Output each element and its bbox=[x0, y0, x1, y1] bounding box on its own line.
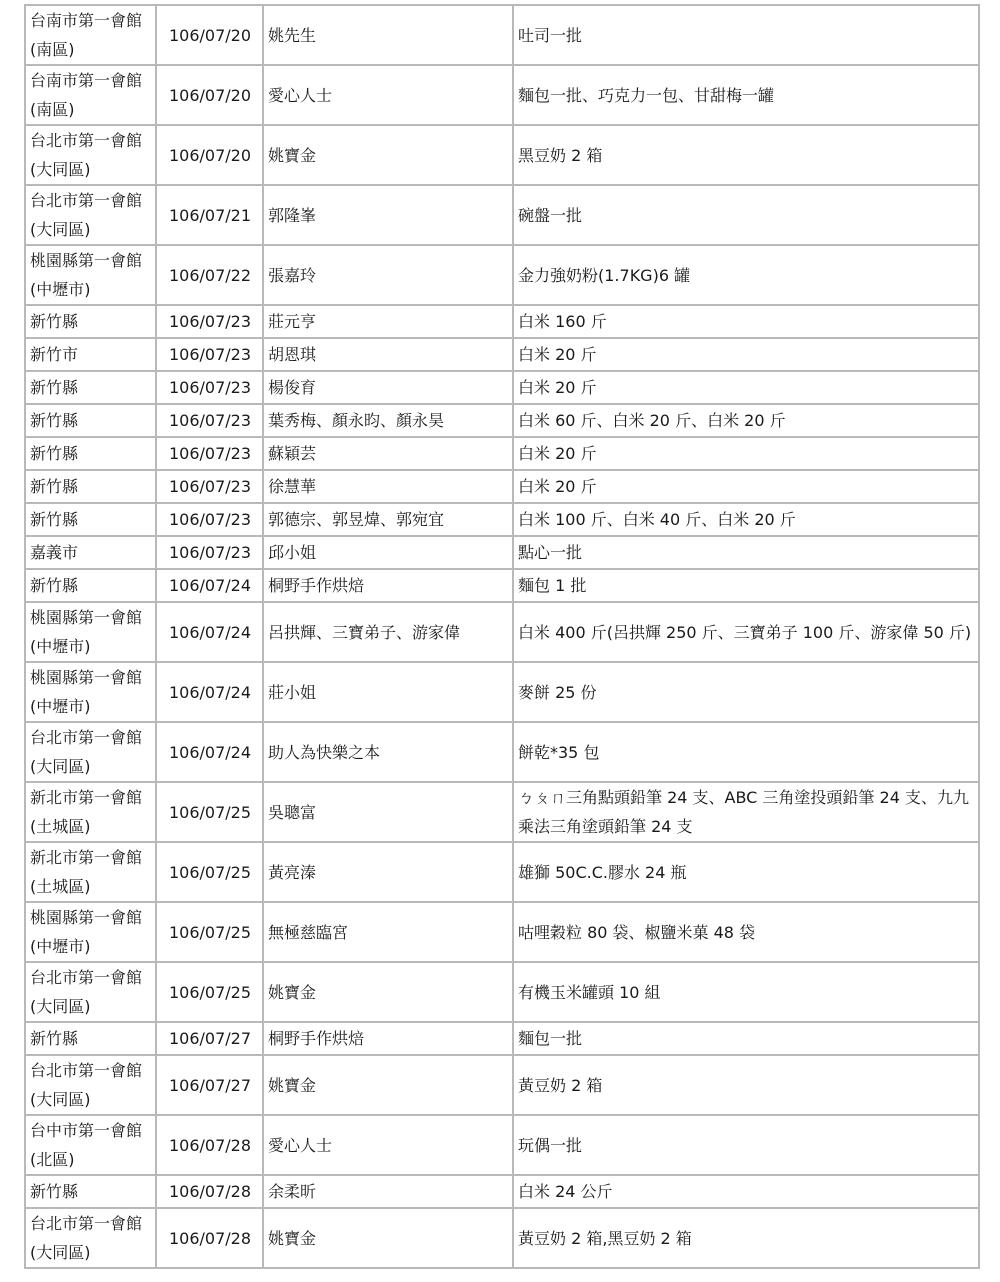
venue-name: 台北市第一會館 bbox=[30, 191, 143, 210]
venue-district: (中壢市) bbox=[30, 280, 91, 299]
table-row bbox=[25, 1208, 979, 1268]
venue-district: (中壢市) bbox=[30, 697, 91, 716]
donor-cell: 郭隆峯 bbox=[263, 185, 513, 245]
item-cell: 黑豆奶 2 箱 bbox=[513, 125, 979, 185]
donor-cell: 姚寶金 bbox=[263, 962, 513, 1022]
venue-cell bbox=[25, 569, 156, 602]
table-row bbox=[25, 503, 979, 536]
donor-cell: 姚寶金 bbox=[263, 1055, 513, 1115]
item-cell: 白米 100 斤、白米 40 斤、白米 20 斤 bbox=[513, 503, 979, 536]
item-cell: 白米 160 斤 bbox=[513, 305, 979, 338]
item-cell: 麥餅 25 份 bbox=[513, 662, 979, 722]
donor-cell: 徐慧華 bbox=[263, 470, 513, 503]
date-cell: 106/07/23 bbox=[156, 536, 263, 569]
table-row bbox=[25, 1175, 979, 1208]
table-row bbox=[25, 404, 979, 437]
item-cell: 碗盤一批 bbox=[513, 185, 979, 245]
venue-name: 桃園縣第一會館 bbox=[30, 908, 143, 927]
venue-district: (中壢市) bbox=[30, 637, 91, 656]
venue-cell bbox=[25, 5, 156, 65]
venue-district: (土城區) bbox=[30, 877, 91, 896]
venue-cell bbox=[25, 185, 156, 245]
item-cell: 黃豆奶 2 箱,黑豆奶 2 箱 bbox=[513, 1208, 979, 1268]
venue-name: 台北市第一會館 bbox=[30, 1214, 143, 1233]
venue-cell bbox=[25, 902, 156, 962]
item-cell: 雄獅 50C.C.膠水 24 瓶 bbox=[513, 842, 979, 902]
venue-cell bbox=[25, 404, 156, 437]
table-row bbox=[25, 5, 979, 65]
venue-name: 新北市第一會館 bbox=[30, 848, 143, 867]
date-cell: 106/07/25 bbox=[156, 782, 263, 842]
donor-cell: 郭德宗、郭昱煒、郭宛宜 bbox=[263, 503, 513, 536]
date-cell: 106/07/23 bbox=[156, 470, 263, 503]
venue-name: 台北市第一會館 bbox=[30, 728, 143, 747]
item-cell: 玩偶一批 bbox=[513, 1115, 979, 1175]
item-cell: 餅乾*35 包 bbox=[513, 722, 979, 782]
item-cell: 麵包一批、巧克力一包、甘甜梅一罐 bbox=[513, 65, 979, 125]
donor-cell: 莊元亨 bbox=[263, 305, 513, 338]
venue-name: 新竹縣 bbox=[30, 510, 79, 529]
donor-cell: 張嘉玲 bbox=[263, 245, 513, 305]
item-cell: 吐司一批 bbox=[513, 5, 979, 65]
venue-name: 台北市第一會館 bbox=[30, 968, 143, 987]
venue-cell bbox=[25, 245, 156, 305]
date-cell: 106/07/23 bbox=[156, 371, 263, 404]
date-cell: 106/07/25 bbox=[156, 962, 263, 1022]
date-cell: 106/07/22 bbox=[156, 245, 263, 305]
table-row bbox=[25, 842, 979, 902]
donor-cell: 胡恩琪 bbox=[263, 338, 513, 371]
venue-name: 新竹縣 bbox=[30, 477, 79, 496]
date-cell: 106/07/23 bbox=[156, 437, 263, 470]
venue-name: 新北市第一會館 bbox=[30, 788, 143, 807]
donor-cell: 桐野手作烘焙 bbox=[263, 569, 513, 602]
venue-cell bbox=[25, 125, 156, 185]
venue-name: 台北市第一會館 bbox=[30, 1061, 143, 1080]
venue-district: (南區) bbox=[30, 100, 75, 119]
table-row bbox=[25, 782, 979, 842]
venue-district: (大同區) bbox=[30, 1090, 91, 1109]
donor-cell: 呂拱輝、三寶弟子、游家偉 bbox=[263, 602, 513, 662]
venue-name: 嘉義市 bbox=[30, 543, 79, 562]
table-body bbox=[25, 5, 979, 1268]
donor-cell: 吳聰富 bbox=[263, 782, 513, 842]
table-row bbox=[25, 569, 979, 602]
date-cell: 106/07/25 bbox=[156, 902, 263, 962]
item-cell: ㄅㄆㄇ三角點頭鉛筆 24 支、ABC 三角塗投頭鉛筆 24 支、九九乘法三角塗頭鉛筆 24 支 bbox=[513, 782, 979, 842]
item-cell: 黃豆奶 2 箱 bbox=[513, 1055, 979, 1115]
venue-name: 新竹縣 bbox=[30, 1182, 79, 1201]
donor-cell: 姚寶金 bbox=[263, 1208, 513, 1268]
table-row bbox=[25, 1022, 979, 1055]
item-cell: 點心一批 bbox=[513, 536, 979, 569]
date-cell: 106/07/27 bbox=[156, 1055, 263, 1115]
table-row bbox=[25, 437, 979, 470]
item-cell: 咕哩穀粒 80 袋、椒鹽米菓 48 袋 bbox=[513, 902, 979, 962]
donor-cell: 愛心人士 bbox=[263, 1115, 513, 1175]
venue-cell bbox=[25, 1115, 156, 1175]
venue-name: 新竹縣 bbox=[30, 576, 79, 595]
venue-cell bbox=[25, 305, 156, 338]
venue-cell bbox=[25, 602, 156, 662]
table-row bbox=[25, 245, 979, 305]
venue-cell bbox=[25, 437, 156, 470]
venue-district: (土城區) bbox=[30, 817, 91, 836]
donor-cell: 余柔昕 bbox=[263, 1175, 513, 1208]
item-cell: 白米 20 斤 bbox=[513, 371, 979, 404]
venue-cell bbox=[25, 503, 156, 536]
item-cell: 白米 20 斤 bbox=[513, 470, 979, 503]
table-row bbox=[25, 662, 979, 722]
venue-name: 新竹縣 bbox=[30, 444, 79, 463]
item-cell: 金力強奶粉(1.7KG)6 罐 bbox=[513, 245, 979, 305]
venue-cell bbox=[25, 470, 156, 503]
venue-cell bbox=[25, 65, 156, 125]
table-row bbox=[25, 65, 979, 125]
donor-cell: 黃亮溱 bbox=[263, 842, 513, 902]
venue-cell bbox=[25, 338, 156, 371]
date-cell: 106/07/20 bbox=[156, 5, 263, 65]
venue-name: 新竹市 bbox=[30, 345, 79, 364]
date-cell: 106/07/24 bbox=[156, 722, 263, 782]
date-cell: 106/07/25 bbox=[156, 842, 263, 902]
venue-name: 台北市第一會館 bbox=[30, 131, 143, 150]
donor-cell: 蘇穎芸 bbox=[263, 437, 513, 470]
date-cell: 106/07/24 bbox=[156, 569, 263, 602]
date-cell: 106/07/20 bbox=[156, 65, 263, 125]
venue-cell bbox=[25, 662, 156, 722]
venue-cell bbox=[25, 1022, 156, 1055]
venue-name: 台南市第一會館 bbox=[30, 11, 143, 30]
item-cell: 麵包 1 批 bbox=[513, 569, 979, 602]
table-row bbox=[25, 962, 979, 1022]
item-cell: 白米 20 斤 bbox=[513, 437, 979, 470]
venue-cell bbox=[25, 1208, 156, 1268]
venue-name: 新竹縣 bbox=[30, 411, 79, 430]
date-cell: 106/07/21 bbox=[156, 185, 263, 245]
donor-cell: 無極慈臨宮 bbox=[263, 902, 513, 962]
table-row bbox=[25, 125, 979, 185]
table-row bbox=[25, 305, 979, 338]
venue-district: (南區) bbox=[30, 40, 75, 59]
table-row bbox=[25, 1055, 979, 1115]
donor-cell: 愛心人士 bbox=[263, 65, 513, 125]
donor-cell: 楊俊育 bbox=[263, 371, 513, 404]
donor-cell: 姚寶金 bbox=[263, 125, 513, 185]
venue-district: (大同區) bbox=[30, 757, 91, 776]
venue-cell bbox=[25, 536, 156, 569]
venue-name: 台南市第一會館 bbox=[30, 71, 143, 90]
item-cell: 有機玉米罐頭 10 組 bbox=[513, 962, 979, 1022]
table-row bbox=[25, 902, 979, 962]
date-cell: 106/07/24 bbox=[156, 602, 263, 662]
venue-name: 新竹縣 bbox=[30, 1029, 79, 1048]
table-row bbox=[25, 602, 979, 662]
venue-district: (大同區) bbox=[30, 220, 91, 239]
venue-district: (大同區) bbox=[30, 997, 91, 1016]
item-cell: 白米 400 斤(呂拱輝 250 斤、三寶弟子 100 斤、游家偉 50 斤) bbox=[513, 602, 979, 662]
donor-cell: 莊小姐 bbox=[263, 662, 513, 722]
venue-cell bbox=[25, 782, 156, 842]
date-cell: 106/07/27 bbox=[156, 1022, 263, 1055]
table-row bbox=[25, 1115, 979, 1175]
venue-cell bbox=[25, 371, 156, 404]
date-cell: 106/07/28 bbox=[156, 1115, 263, 1175]
venue-name: 桃園縣第一會館 bbox=[30, 668, 143, 687]
date-cell: 106/07/23 bbox=[156, 404, 263, 437]
venue-district: (中壢市) bbox=[30, 937, 91, 956]
table-row bbox=[25, 338, 979, 371]
venue-district: (北區) bbox=[30, 1150, 75, 1169]
venue-cell bbox=[25, 1175, 156, 1208]
item-cell: 麵包一批 bbox=[513, 1022, 979, 1055]
venue-name: 新竹縣 bbox=[30, 378, 79, 397]
venue-cell bbox=[25, 1055, 156, 1115]
venue-name: 新竹縣 bbox=[30, 312, 79, 331]
date-cell: 106/07/20 bbox=[156, 125, 263, 185]
table-row bbox=[25, 536, 979, 569]
date-cell: 106/07/23 bbox=[156, 338, 263, 371]
venue-district: (大同區) bbox=[30, 160, 91, 179]
table-row bbox=[25, 470, 979, 503]
date-cell: 106/07/23 bbox=[156, 503, 263, 536]
venue-cell bbox=[25, 722, 156, 782]
donation-table bbox=[24, 4, 980, 1269]
donor-cell: 邱小姐 bbox=[263, 536, 513, 569]
donor-cell: 葉秀梅、顏永昀、顏永昊 bbox=[263, 404, 513, 437]
date-cell: 106/07/28 bbox=[156, 1175, 263, 1208]
venue-name: 台中市第一會館 bbox=[30, 1121, 143, 1140]
venue-district: (大同區) bbox=[30, 1243, 91, 1262]
venue-cell bbox=[25, 962, 156, 1022]
item-cell: 白米 60 斤、白米 20 斤、白米 20 斤 bbox=[513, 404, 979, 437]
venue-name: 桃園縣第一會館 bbox=[30, 608, 143, 627]
date-cell: 106/07/23 bbox=[156, 305, 263, 338]
date-cell: 106/07/24 bbox=[156, 662, 263, 722]
donor-cell: 助人為快樂之本 bbox=[263, 722, 513, 782]
venue-name: 桃園縣第一會館 bbox=[30, 251, 143, 270]
table-row bbox=[25, 722, 979, 782]
table-row bbox=[25, 371, 979, 404]
item-cell: 白米 20 斤 bbox=[513, 338, 979, 371]
item-cell: 白米 24 公斤 bbox=[513, 1175, 979, 1208]
donor-cell: 桐野手作烘焙 bbox=[263, 1022, 513, 1055]
date-cell: 106/07/28 bbox=[156, 1208, 263, 1268]
venue-cell bbox=[25, 842, 156, 902]
table-row bbox=[25, 185, 979, 245]
donor-cell: 姚先生 bbox=[263, 5, 513, 65]
